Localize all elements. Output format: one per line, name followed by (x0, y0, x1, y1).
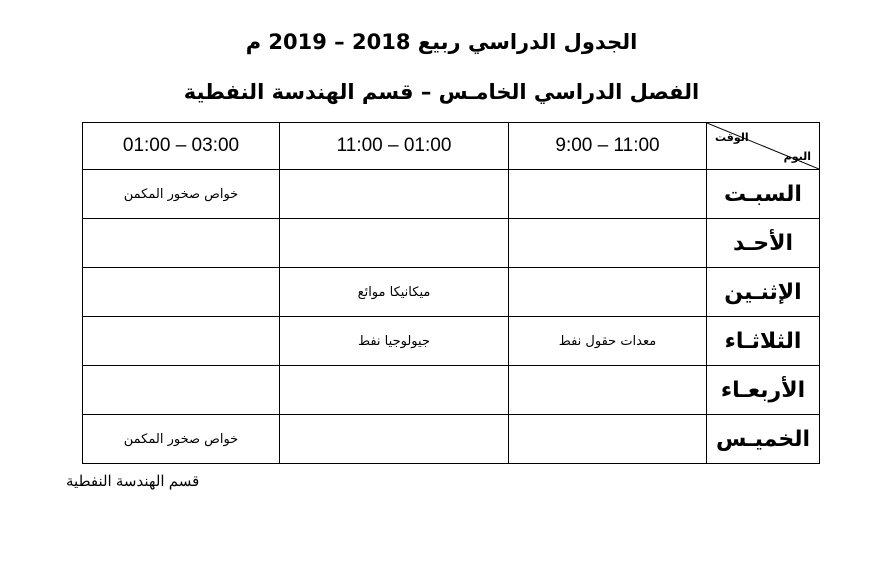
schedule-table (82, 122, 820, 464)
day-label: الأربعـاء (707, 366, 820, 415)
schedule-cell (509, 268, 707, 317)
schedule-cell (83, 366, 280, 415)
schedule-cell: معدات حقول نفط (509, 317, 707, 366)
schedule-cell (83, 317, 280, 366)
table-row (83, 268, 820, 317)
schedule-cell (509, 415, 707, 464)
time-slot-header: 9:00 – 11:00 (509, 123, 707, 170)
schedule-cell: ميكانيكا موائع (280, 268, 509, 317)
corner-header-cell (707, 123, 820, 170)
table-row (83, 415, 820, 464)
table-header-row (83, 123, 820, 170)
schedule-cell (280, 415, 509, 464)
table-row (83, 219, 820, 268)
schedule-cell (509, 170, 707, 219)
page-title: الجدول الدراسي ربيع 2018 – 2019 م (245, 30, 638, 54)
schedule-cell (280, 219, 509, 268)
page-subtitle: الفصل الدراسي الخامـس – قسم الهندسة النفطية (183, 80, 700, 104)
schedule-cell: خواص صخور المكمن (83, 415, 280, 464)
schedule-cell (280, 170, 509, 219)
day-label: الإثنـين (707, 268, 820, 317)
schedule-cell (509, 366, 707, 415)
time-slot-header: 01:00 – 03:00 (83, 123, 280, 170)
corner-time-label: الوقت (715, 131, 749, 144)
day-label: الخميـس (707, 415, 820, 464)
day-label: السبـت (707, 170, 820, 219)
table-row (83, 366, 820, 415)
schedule-cell (509, 219, 707, 268)
schedule-cell (280, 366, 509, 415)
footer-department-label: قسم الهندسة النفطية (66, 473, 200, 490)
day-label: الأحـد (707, 219, 820, 268)
table-row (83, 317, 820, 366)
table-row (83, 170, 820, 219)
schedule-cell: جيولوجيا نفط (280, 317, 509, 366)
corner-day-label: اليوم (783, 150, 811, 163)
schedule-cell (83, 219, 280, 268)
time-slot-header: 11:00 – 01:00 (280, 123, 509, 170)
schedule-cell (83, 268, 280, 317)
schedule-cell: خواص صخور المكمن (83, 170, 280, 219)
day-label: الثلاثـاء (707, 317, 820, 366)
